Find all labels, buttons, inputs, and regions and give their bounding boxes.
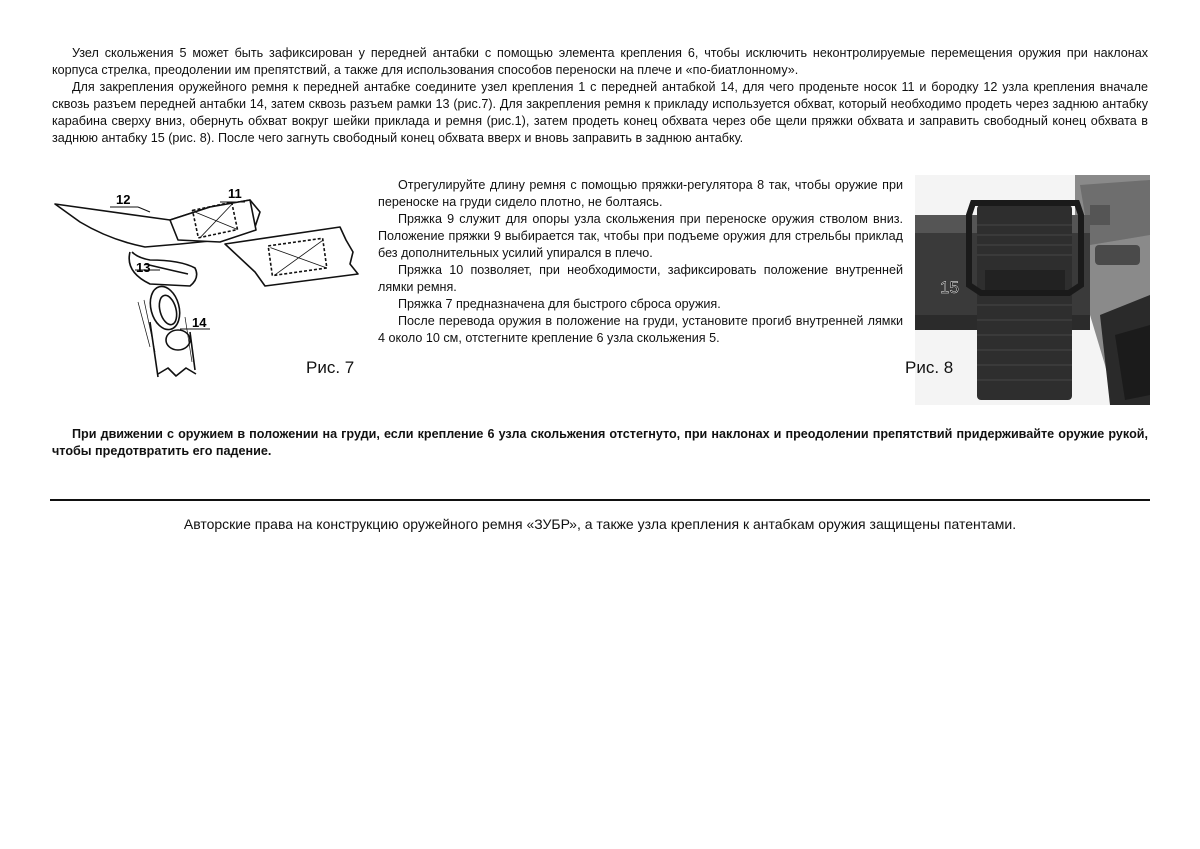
figure-7-caption: Рис. 7 <box>306 358 355 377</box>
label-13: 13 <box>136 260 151 275</box>
instruction-buckle-9: Пряжка 9 служит для опоры узла скольжения при переноске оружия стволом вниз. Положение пряжки 9 выбирается так, чтобы при подъеме оружия для стрельбы приклад без дополнительных усилий упирался в плечо. <box>378 212 903 260</box>
label-14: 14 <box>192 315 207 330</box>
label-15: 15 <box>940 278 959 297</box>
paragraph-slide-knot-fixing: Узел скольжения 5 может быть зафиксирован у передней антабки с помощью элемента крепления 6, чтобы исключить неконтролируемые перемещения оружия при наклонах корпуса стрелка, преодолении им препятствий, а также для использования способов переноски на плече и «по-биатлонному». <box>52 46 1148 77</box>
instruction-buckle-10: Пряжка 10 позволяет, при необходимости, зафиксировать положение внутренней лямки ремня. <box>378 263 903 294</box>
warning-text: При движении с оружием в положении на груди, если крепление 6 узла скольжения отстегнуто, при наклонах и преодолении препятствий придерживайте оружие рукой, чтобы предотвратить его падение. <box>52 427 1148 458</box>
middle-instructions <box>378 177 903 347</box>
copyright-footer: Авторские права на конструкцию оружейного ремня «ЗУБР», а также узла крепления к антабкам оружия защищены патентами. <box>183 516 1017 532</box>
paragraph-front-swivel-attachment: Для закрепления оружейного ремня к передней антабке соедините узел крепления 1 с передней антабкой 14, для чего проденьте носок 11 и бородку 12 узла крепления вначале сквозь разъем передней антабки 14, затем сквозь разъем рамки 13 (рис.7). Для закрепления ремня к прикладу используется обхват, который необходимо продеть через заднюю антабку карабина сверху вниз, обернуть обхват вокруг шейки приклада и ремня (рис.1), затем продеть конец обхвата через обе щели пряжки обхвата и заправить свободный конец обхвата в заднюю антабку 15 (рис. 8). После чего загнуть свободный конец обхвата вверх и вновь заправить в заднюю антабку. <box>52 80 1148 145</box>
label-11: 11 <box>228 186 242 201</box>
instruction-adjust-length: Отрегулируйте длину ремня с помощью пряжки-регулятора 8 так, чтобы оружие при переноске на груди сидело плотно, не болтаясь. <box>378 178 903 209</box>
divider <box>50 499 1150 501</box>
figure-8-caption: Рис. 8 <box>905 358 954 377</box>
instruction-chest-position: После перевода оружия в положение на груди, установите прогиб внутренней лямки 4 около 10 см, отстегните крепление 6 узла скольжения 5. <box>378 314 903 345</box>
label-12: 12 <box>116 192 131 207</box>
instruction-buckle-7: Пряжка 7 предназначена для быстрого сброса оружия. <box>398 297 721 311</box>
